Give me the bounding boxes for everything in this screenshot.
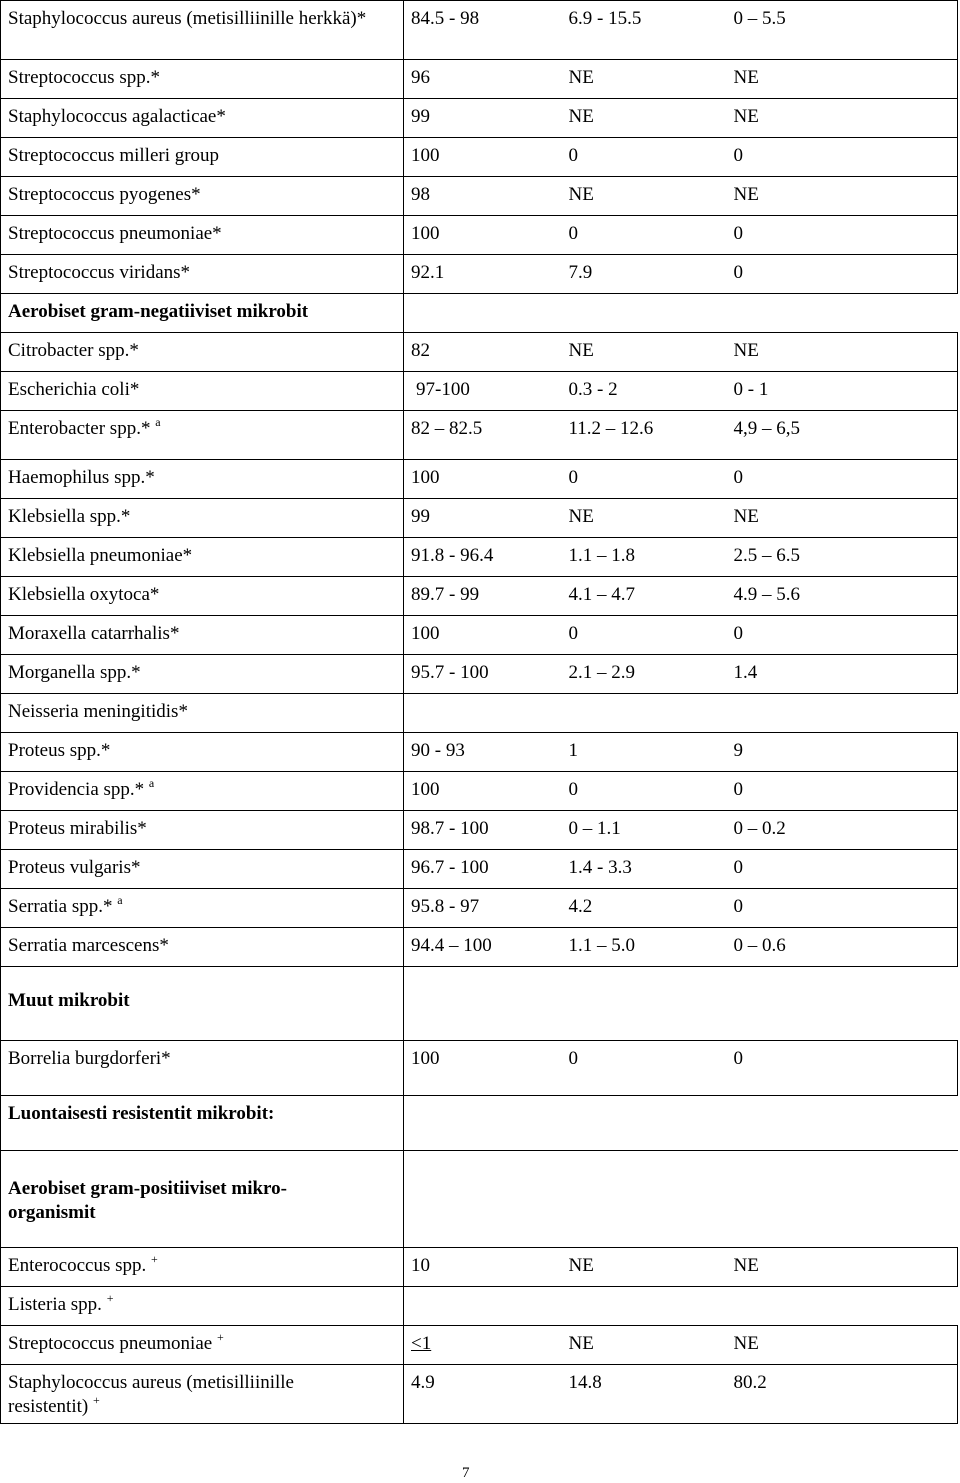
table-row <box>1 889 958 928</box>
value-resistant: 0 <box>727 1041 958 1096</box>
footnote-mark: + <box>216 1330 224 1344</box>
table-row <box>1 99 958 138</box>
value-resistant: 0 – 0.6 <box>727 928 958 967</box>
value-resistant: 0 – 0.2 <box>727 811 958 850</box>
organism-name: Morganella spp.* <box>1 655 404 694</box>
table-row <box>1 1326 958 1365</box>
value-resistant: NE <box>727 499 958 538</box>
organism-name: Escherichia coli* <box>1 372 404 411</box>
value-susceptible: 99 <box>404 499 562 538</box>
section-row <box>1 1096 958 1151</box>
value-intermediate: 0 <box>562 460 727 499</box>
organism-name: Enterococcus spp. + <box>1 1248 404 1287</box>
value-resistant: 0 <box>727 138 958 177</box>
value-resistant: NE <box>727 60 958 99</box>
value-resistant: NE <box>727 1248 958 1287</box>
value-susceptible: 97-100 <box>404 372 562 411</box>
value-susceptible: 4.9 <box>404 1365 562 1424</box>
section-row <box>1 1151 958 1248</box>
value-intermediate: NE <box>562 177 727 216</box>
section-row <box>1 967 958 1041</box>
organism-name: Proteus spp.* <box>1 733 404 772</box>
organism-name: Staphylococcus aureus (metisilliinille resistentit) + <box>1 1365 404 1424</box>
value-susceptible: 82 – 82.5 <box>404 411 562 460</box>
organism-name: Streptococcus milleri group <box>1 138 404 177</box>
organism-name: Streptococcus pyogenes* <box>1 177 404 216</box>
organism-name: Proteus vulgaris* <box>1 850 404 889</box>
table-row <box>1 216 958 255</box>
value-intermediate: 4.2 <box>562 889 727 928</box>
organism-name: Enterobacter spp.* $^a$ <box>1 411 404 460</box>
empty-cell <box>404 294 958 333</box>
table-row <box>1 1 958 60</box>
value-resistant: 4.9 – 5.6 <box>727 577 958 616</box>
organism-name: Moraxella catarrhalis* <box>1 616 404 655</box>
organism-name: Streptococcus viridans* <box>1 255 404 294</box>
footnote-mark: + <box>150 1252 158 1266</box>
value-intermediate: 11.2 – 12.6 <box>562 411 727 460</box>
organism-name: Serratia marcescens* <box>1 928 404 967</box>
value-intermediate: 1.4 - 3.3 <box>562 850 727 889</box>
value-resistant: NE <box>727 177 958 216</box>
table-row <box>1 1041 958 1096</box>
organism-name: Haemophilus spp.* <box>1 460 404 499</box>
value-resistant: 0 <box>727 772 958 811</box>
value-resistant: NE <box>727 333 958 372</box>
organism-name: Citrobacter spp.* <box>1 333 404 372</box>
value-susceptible: 91.8 - 96.4 <box>404 538 562 577</box>
value-susceptible: 10 <box>404 1248 562 1287</box>
table-row <box>1 1365 958 1424</box>
value-resistant: NE <box>727 1326 958 1365</box>
value-intermediate: 4.1 – 4.7 <box>562 577 727 616</box>
organism-name: Neisseria meningitidis* <box>1 694 404 733</box>
value-susceptible: 98.7 - 100 <box>404 811 562 850</box>
footnote-mark: + <box>106 1291 114 1305</box>
footnote-mark: + <box>92 1393 100 1407</box>
value-intermediate: 0 <box>562 138 727 177</box>
value-intermediate: 0 – 1.1 <box>562 811 727 850</box>
value-intermediate: 1.1 – 5.0 <box>562 928 727 967</box>
value-susceptible: 84.5 - 98 <box>404 1 562 60</box>
value-resistant: 0 <box>727 850 958 889</box>
value-susceptible: 82 <box>404 333 562 372</box>
section-heading: Aerobiset gram-positiiviset mikro-organismit <box>1 1151 404 1248</box>
value-intermediate: 6.9 - 15.5 <box>562 1 727 60</box>
value-susceptible: 100 <box>404 1041 562 1096</box>
table-row <box>1 460 958 499</box>
value-intermediate: 0 <box>562 616 727 655</box>
section-heading: Aerobiset gram-negatiiviset mikrobit <box>1 294 404 333</box>
value-susceptible: 100 <box>404 772 562 811</box>
section-heading: Luontaisesti resistentit mikrobit: <box>1 1096 404 1151</box>
value-resistant: 0 - 1 <box>727 372 958 411</box>
organism-name: Listeria spp. + <box>1 1287 404 1326</box>
value-intermediate: NE <box>562 499 727 538</box>
organism-name: Borrelia burgdorferi* <box>1 1041 404 1096</box>
value-intermediate: 0 <box>562 772 727 811</box>
organism-name: Proteus mirabilis* <box>1 811 404 850</box>
table-row <box>1 733 958 772</box>
value-susceptible: 89.7 - 99 <box>404 577 562 616</box>
table-row <box>1 694 958 733</box>
empty-cell <box>404 967 958 1041</box>
value-susceptible: 100 <box>404 138 562 177</box>
value-intermediate: 0 <box>562 216 727 255</box>
value-intermediate: 7.9 <box>562 255 727 294</box>
organism-name: Serratia spp.* $^a$ <box>1 889 404 928</box>
value-intermediate: 14.8 <box>562 1365 727 1424</box>
table-row <box>1 1287 958 1326</box>
footnote-mark: a <box>117 893 123 907</box>
table-row <box>1 577 958 616</box>
empty-cell <box>404 1096 958 1151</box>
value-intermediate: 0.3 - 2 <box>562 372 727 411</box>
value-resistant: NE <box>727 99 958 138</box>
organism-name: Staphylococcus agalacticae* <box>1 99 404 138</box>
table-row <box>1 255 958 294</box>
table-row <box>1 177 958 216</box>
empty-cell <box>404 1287 958 1326</box>
value-susceptible: 90 - 93 <box>404 733 562 772</box>
section-heading: Muut mikrobit <box>1 967 404 1041</box>
value-resistant: 0 <box>727 889 958 928</box>
value-intermediate: 2.1 – 2.9 <box>562 655 727 694</box>
value-susceptible: 99 <box>404 99 562 138</box>
value-resistant: 0 <box>727 255 958 294</box>
value-resistant: 80.2 <box>727 1365 958 1424</box>
table-row <box>1 616 958 655</box>
value-resistant: 9 <box>727 733 958 772</box>
empty-cell <box>404 1151 958 1248</box>
value-resistant: 0 – 5.5 <box>727 1 958 60</box>
value-susceptible: 100 <box>404 460 562 499</box>
value-intermediate: NE <box>562 1248 727 1287</box>
value-susceptible: 92.1 <box>404 255 562 294</box>
value-resistant: 0 <box>727 216 958 255</box>
table-row <box>1 811 958 850</box>
organism-name: Klebsiella pneumoniae* <box>1 538 404 577</box>
value-intermediate: NE <box>562 1326 727 1365</box>
table-row <box>1 499 958 538</box>
organism-name: Providencia spp.* $^a$ <box>1 772 404 811</box>
table-row <box>1 372 958 411</box>
value-resistant: 0 <box>727 460 958 499</box>
value-intermediate: NE <box>562 60 727 99</box>
empty-cell <box>404 694 958 733</box>
table-row <box>1 928 958 967</box>
value-intermediate: NE <box>562 99 727 138</box>
table-row <box>1 655 958 694</box>
footnote-mark: a <box>148 776 155 790</box>
table-row <box>1 772 958 811</box>
value-intermediate: 0 <box>562 1041 727 1096</box>
table-row <box>1 411 958 460</box>
table-row <box>1 333 958 372</box>
organism-name: Klebsiella spp.* <box>1 499 404 538</box>
organism-name: Streptococcus pneumoniae + <box>1 1326 404 1365</box>
value-susceptible: 95.8 - 97 <box>404 889 562 928</box>
table-row <box>1 138 958 177</box>
table-row <box>1 850 958 889</box>
value-intermediate: 1.1 – 1.8 <box>562 538 727 577</box>
value-resistant: 4,9 – 6,5 <box>727 411 958 460</box>
value-susceptible: 98 <box>404 177 562 216</box>
organism-name: Klebsiella oxytoca* <box>1 577 404 616</box>
organism-name: Staphylococcus aureus (metisilliinille herkkä)* <box>1 1 404 60</box>
value-susceptible: 94.4 – 100 <box>404 928 562 967</box>
table-row <box>1 60 958 99</box>
value-susceptible: 96.7 - 100 <box>404 850 562 889</box>
value-resistant: 2.5 – 6.5 <box>727 538 958 577</box>
value-resistant: 0 <box>727 616 958 655</box>
footnote-mark: a <box>155 415 161 429</box>
table-row <box>1 1248 958 1287</box>
value-susceptible: 100 <box>404 616 562 655</box>
value-susceptible: 100 <box>404 216 562 255</box>
organism-name: Streptococcus spp.* <box>1 60 404 99</box>
value-resistant: 1.4 <box>727 655 958 694</box>
organism-name: Streptococcus pneumoniae* <box>1 216 404 255</box>
value-intermediate: NE <box>562 333 727 372</box>
value-susceptible: <1 <box>404 1326 562 1365</box>
value-intermediate: 1 <box>562 733 727 772</box>
table-row <box>1 538 958 577</box>
value-susceptible: 96 <box>404 60 562 99</box>
value-susceptible: 95.7 - 100 <box>404 655 562 694</box>
page-number: 7 <box>462 1465 470 1481</box>
section-row <box>1 294 958 333</box>
